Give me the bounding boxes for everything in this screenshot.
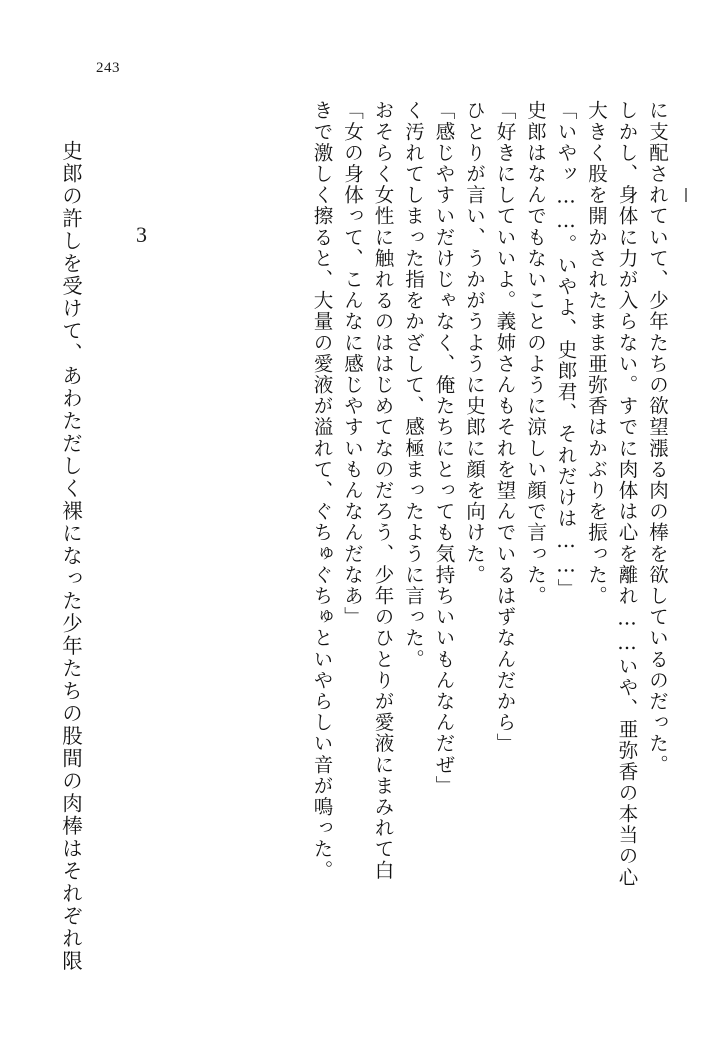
text-column: に支配されていて、少年たちの欲望漲る肉の棒を欲しているのだった。 — [646, 100, 669, 776]
body-text-left-column — [58, 140, 667, 973]
text-column: 「好きにしていいよ。義姉さんもそれを望んでいるはずなんだから」 — [493, 100, 517, 755]
text-column: 「感じやすいだけじゃなく、俺たちにとっても気持ちいいもんなんだぜ」 — [432, 100, 456, 797]
text-column: きで激しく擦ると、大量の愛液が溢れて、ぐちゅぐちゅといやらしい音が鳴った。 — [310, 100, 334, 881]
text-column: 「いやッ……。いやよ、史郎君、それだけは……」 — [554, 100, 578, 600]
text-column: 史郎はなんでもないことのように涼しい顔で言った。 — [524, 100, 547, 607]
text-column: おそらく女性に触れるのははじめてなのだろう、少年のひとりが愛液にまみれて白 — [371, 100, 395, 881]
chapter-number: 3 — [136, 222, 147, 247]
text-column: 史郎の許しを受けて、あわただしく裸になった少年たちの股間の肉棒はそれぞれ限 — [58, 140, 83, 973]
text-column: しかし、身体に力が入らない。すでに肉体は心を離れ……いや、亜弥香の本当の心 — [615, 100, 639, 888]
text-column: 「女の身体って、こんなに感じやすいもんなんだなあ」 — [341, 100, 364, 628]
margin-mark — [685, 188, 687, 202]
page-number: 243 — [96, 60, 120, 76]
text-column: く汚れてしまった指をかざして、感極まったように言った。 — [402, 100, 425, 670]
text-column: ひとりが言い、うかがうように史郎に顔を向けた。 — [463, 100, 486, 586]
text-column: 大きく股を開かされたまま亜弥香はかぶりを振った。 — [585, 100, 608, 607]
